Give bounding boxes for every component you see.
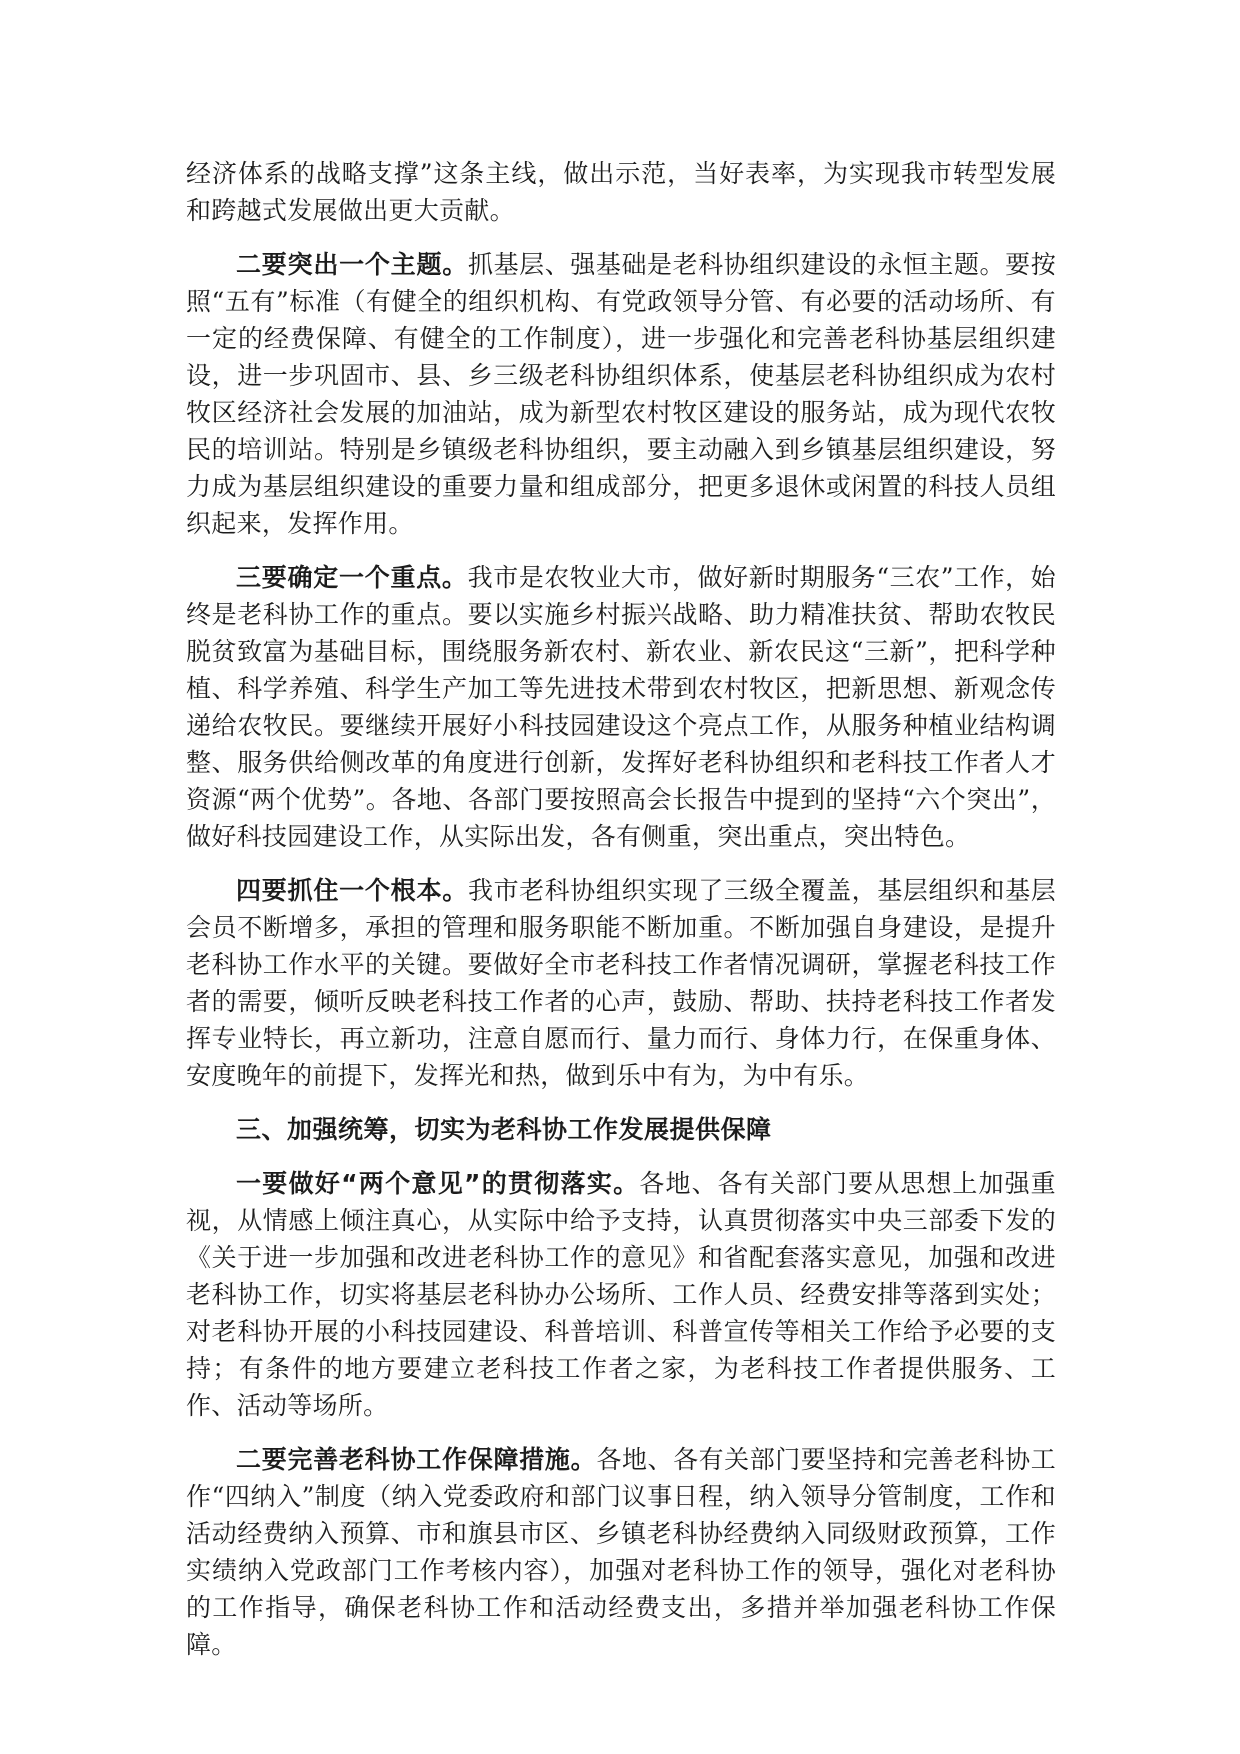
paragraph-text: 各地、各有关部门要从思想上加强重视，从情感上倾注真心，从实际中给予支持，认真贯彻落实中央三部委下发的《关于进一步加强和改进老科协工作的意见》和省配套落实意见，加强和改进老科协工作，切实将基层老科协办公场所、工作人员、经费安排等落到实处；对老科协开展的小科技园建设、科普培训、科普宣传等相关工作给予必要的支持；有条件的地方要建立老科技工作者之家，为老科技工作者提供服务、工作、活动等场所。 <box>186 1169 1056 1420</box>
paragraph-focus-theme <box>186 246 1056 542</box>
paragraph-text: 经济体系的战略支撑”这条主线，做出示范，当好表率，为实现我市转型发展和跨越式发展做出更大贡献。 <box>186 159 1056 225</box>
paragraph-lead: 一要做好“两个意见”的贯彻落实。 <box>236 1169 640 1198</box>
paragraph-text: 我市老科协组织实现了三级全覆盖，基层组织和基层会员不断增多，承担的管理和服务职能不断加重。不断加强自身建设，是提升老科协工作水平的关键。要做好全市老科技工作者情况调研，掌握老科技工作者的需要，倾听反映老科技工作者的心声，鼓励、帮助、扶持老科技工作者发挥专业特长，再立新功，注意自愿而行、量力而行、身体力行，在保重身体、安度晚年的前提下，发挥光和热，做到乐中有为，为中有乐。 <box>186 876 1056 1090</box>
paragraph-lead: 二要完善老科协工作保障措施。 <box>236 1445 597 1474</box>
section-heading: 三、加强统筹，切实为老科协工作发展提供保障 <box>236 1115 772 1144</box>
paragraph-fundamental <box>186 872 1056 1094</box>
paragraph-text: 我市是农牧业大市，做好新时期服务“三农”工作，始终是老科协工作的重点。要以实施乡村振兴战略、助力精准扶贫、帮助农牧民脱贫致富为基础目标，围绕服务新农村、新农业、新农民这“三新”，把科学种植、科学养殖、科学生产加工等先进技术带到农村牧区，把新思想、新观念传递给农牧民。要继续开展好小科技园建设这个亮点工作，从服务种植业结构调整、服务供给侧改革的角度进行创新，发挥好老科协组织和老科技工作者人才资源“两个优势”。各地、各部门要按照高会长报告中提到的坚持“六个突出”，做好科技园建设工作，从实际出发，各有侧重，突出重点，突出特色。 <box>186 563 1056 851</box>
paragraph-text: 抓基层、强基础是老科协组织建设的永恒主题。要按照“五有”标准（有健全的组织机构、有党政领导分管、有必要的活动场所、有一定的经费保障、有健全的工作制度），进一步强化和完善老科协基层组织建设，进一步巩固市、县、乡三级老科协组织体系，使基层老科协组织成为农村牧区经济社会发展的加油站，成为新型农村牧区建设的服务站，成为现代农牧民的培训站。特别是乡镇级老科协组织，要主动融入到乡镇基层组织建设，努力成为基层组织建设的重要力量和组成部分，把更多退休或闲置的科技人员组织起来，发挥作用。 <box>186 250 1056 538</box>
paragraph-two-opinions <box>186 1165 1056 1424</box>
paragraph-lead: 四要抓住一个根本。 <box>236 876 468 905</box>
paragraph-text: 各地、各有关部门要坚持和完善老科协工作“四纳入”制度（纳入党委政府和部门议事日程，纳入领导分管制度，工作和活动经费纳入预算、市和旗县市区、乡镇老科协经费纳入同级财政预算，工作实绩纳入党政部门工作考核内容），加强对老科协工作的领导，强化对老科协的工作指导，确保老科协工作和活动经费支出，多措并举加强老科协工作保障。 <box>186 1445 1056 1659</box>
document-body <box>186 155 1056 1680</box>
paragraph-continuation <box>186 155 1056 229</box>
paragraph-lead: 三要确定一个重点。 <box>236 563 468 592</box>
paragraph-lead: 二要突出一个主题。 <box>236 250 468 279</box>
paragraph-safeguards <box>186 1441 1056 1663</box>
paragraph-key-point <box>186 559 1056 855</box>
